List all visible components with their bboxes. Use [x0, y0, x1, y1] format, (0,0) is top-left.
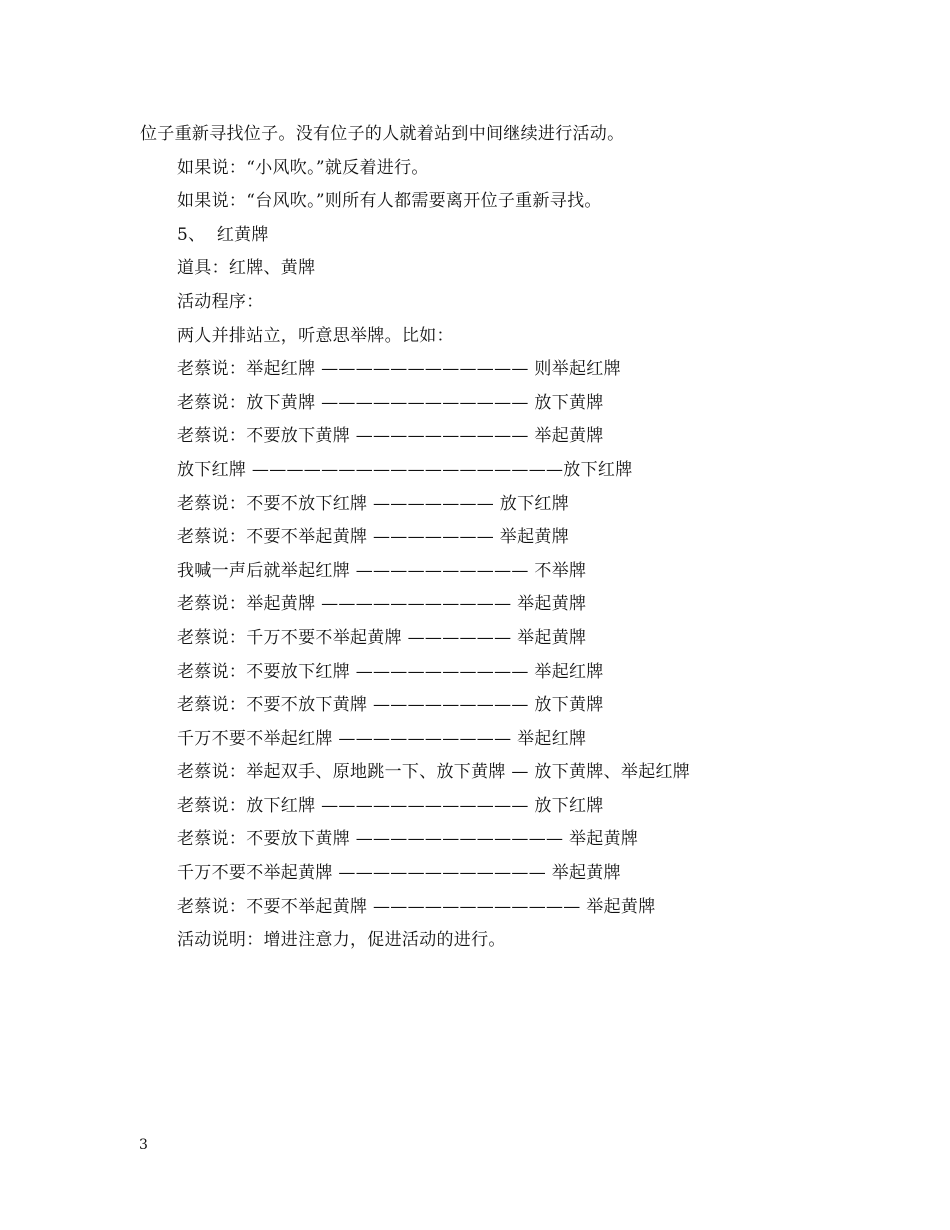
text-line: 老蔡说：放下黄牌 ———————————— 放下黄牌 [177, 392, 604, 413]
text-line: 老蔡说：不要不放下红牌 ——————— 放下红牌 [177, 493, 570, 514]
text-line: 位子重新寻找位子。没有位子的人就着站到中间继续进行活动。 [140, 124, 625, 144]
text-line: 活动程序： [177, 291, 264, 312]
text-line: 千万不要不举起红牌 —————————— 举起红牌 [177, 728, 587, 749]
text-line: 5、 红黄牌 [177, 224, 269, 245]
text-line: 老蔡说：举起红牌 ———————————— 则举起红牌 [177, 359, 621, 380]
text-line: 活动说明：增进注意力，促进活动的进行。 [177, 930, 506, 951]
text-line: 老蔡说：不要放下红牌 —————————— 举起红牌 [177, 661, 604, 682]
text-line: 两人并排站立，听意思举牌。比如： [177, 325, 454, 346]
text-line: 老蔡说：千万不要不举起黄牌 —————— 举起黄牌 [177, 627, 587, 648]
text-line: 如果说：“小风吹。”就反着进行。 [177, 157, 429, 178]
text-line: 千万不要不举起黄牌 ———————————— 举起黄牌 [177, 863, 621, 884]
text-line: 老蔡说：举起双手、原地跳一下、放下黄牌 — 放下黄牌、举起红牌 [177, 762, 691, 783]
body-text [140, 118, 840, 958]
text-line: 老蔡说：放下红牌 ———————————— 放下红牌 [177, 795, 604, 816]
page-number: 3 [139, 1137, 148, 1153]
text-line: 老蔡说：举起黄牌 ——————————— 举起黄牌 [177, 594, 587, 615]
text-line: 道具：红牌、黄牌 [177, 258, 316, 279]
text-line: 老蔡说：不要不放下黄牌 ————————— 放下黄牌 [177, 695, 604, 716]
text-line: 老蔡说：不要不举起黄牌 ———————————— 举起黄牌 [177, 896, 656, 917]
text-line: 老蔡说：不要放下黄牌 —————————— 举起黄牌 [177, 426, 604, 447]
text-line: 老蔡说：不要放下黄牌 ———————————— 举起黄牌 [177, 829, 639, 850]
text-line: 老蔡说：不要不举起黄牌 ——————— 举起黄牌 [177, 527, 570, 548]
text-line: 如果说：“台风吹。”则所有人都需要离开位子重新寻找。 [177, 191, 602, 212]
text-line: 放下红牌 ——————————————————放下红牌 [177, 459, 633, 480]
text-line: 我喊一声后就举起红牌 —————————— 不举牌 [177, 560, 587, 581]
